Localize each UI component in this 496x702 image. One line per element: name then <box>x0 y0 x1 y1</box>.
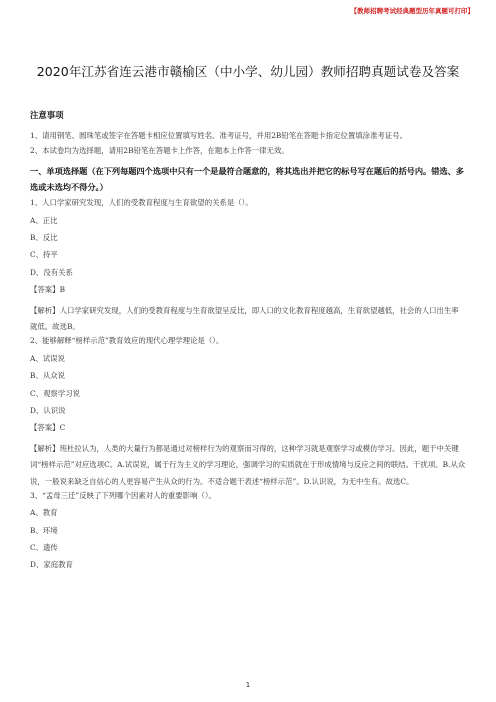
q3-option-b: B、环境 <box>30 525 58 535</box>
q2-option-d: D、认识说 <box>30 405 66 415</box>
q2-analysis: 【解析】班杜拉认为，人类的大量行为都是通过对榜样行为的观察而习得的，这种学习就是观察学习或模仿学习。因此，题干中关键词“榜样示范”对应选项C。A.试误说，属于行为主义的学习理论，强调学习的实质就在于形成情境与反应之间的联结。干扰项。B.从众说，一般说来缺乏自信心的人更容易产生从众的行为。不适合题干表述“榜样示范”。D.认识说，为无中生有。故选C。 <box>30 443 466 486</box>
q2-option-c: C、观察学习说 <box>30 388 80 398</box>
q2-stem: 2、能够解释“榜样示范”教育效应的现代心理学理论是（）。 <box>30 336 224 346</box>
q3-option-d: D、家庭教育 <box>30 560 73 570</box>
page-number: 1 <box>245 681 251 689</box>
q1-stem: 1、人口学家研究发现，人们的受教育程度与生育欲望的关系是（）。 <box>30 198 253 208</box>
q3-option-a: A、教育 <box>30 508 58 518</box>
header-banner: 【教师招聘考试经典题型历年真题可打印】 <box>350 7 474 15</box>
q1-option-b: B、反比 <box>30 232 58 242</box>
q2-option-b: B、从众说 <box>30 371 65 381</box>
q1-option-d: D、没有关系 <box>30 267 73 277</box>
section-heading: 一、单项选择题（在下列每题四个选项中只有一个是最符合题意的，将其选出并把它的标号写在题后的括号内。错选、多选或未选均不得分。） <box>30 166 464 193</box>
notice-item-2: 2、本试卷均为选择题，请用2B铅笔在答题卡上作答，在题本上作答一律无效。 <box>30 145 289 155</box>
q2-answer: 【答案】C <box>30 423 66 433</box>
notice-item-1: 1、请用钢笔、圆珠笔或签字在答题卡相应位置填写姓名、准考证号，并用2B铅笔在答题卡指定位置填涂准考证号。 <box>30 131 407 141</box>
q1-option-a: A、正比 <box>30 215 58 225</box>
q1-answer: 【答案】B <box>30 285 65 295</box>
document-title: 2020年江苏省连云港市赣榆区（中小学、幼儿园）教师招聘真题试卷及答案 <box>36 64 460 79</box>
notice-heading-text: 注意事项 <box>30 110 64 120</box>
q3-stem: 3、“孟母三迁”反映了下列哪个因素对人的重要影响（）。 <box>30 490 216 500</box>
document-body <box>30 110 466 578</box>
q1-option-c: C、持平 <box>30 250 58 260</box>
notice-heading <box>30 110 466 121</box>
q3-option-c: C、遗传 <box>30 543 58 553</box>
q1-analysis: 【解析】人口学家研究发现，人们的受教育程度与生育欲望呈反比，即人口的文化教育程度越高，生育欲望越低，社会的人口出生率就低。故选B。 <box>30 305 459 331</box>
q2-option-a: A、试误说 <box>30 353 65 363</box>
